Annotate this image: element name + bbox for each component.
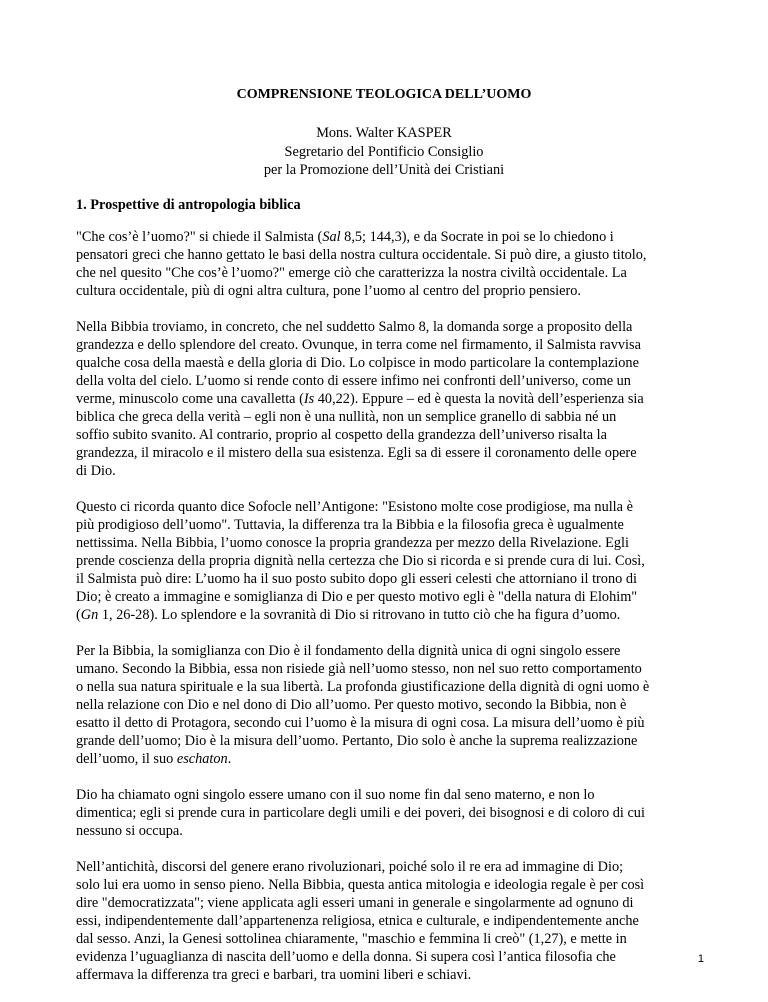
text-span: nella relazione con Dio e nel dono di Dio all’uomo. Per questo motivo, secondo la Bibbia, non è bbox=[76, 697, 627, 713]
text-line bbox=[76, 858, 706, 876]
text-span: solo lui era uomo in senso pieno. Nella Bibbia, questa antica mitologia e ideologia regale è per così bbox=[76, 877, 645, 893]
text-span: biblica che greca della verità – egli non è una nullità, non un semplice granello di sabbia né un bbox=[76, 409, 617, 425]
text-line bbox=[76, 966, 706, 984]
text-span: Dio ha chiamato ogni singolo essere umano con il suo nome fin dal seno materno, e non lo bbox=[76, 787, 595, 803]
text-span: Questo ci ricorda quanto dice Sofocle nell’Antigone: "Esistono molte cose prodigiose, ma nulla è bbox=[76, 499, 633, 515]
author-office: per la Promozione dell’Unità dei Cristiani bbox=[263, 162, 505, 178]
author-name: Mons. Walter KASPER bbox=[316, 125, 452, 141]
text-line bbox=[76, 606, 706, 624]
text-line bbox=[76, 876, 706, 894]
text-span: 40,22). Eppure – ed è questa la novità dell’esperienza sia bbox=[314, 391, 644, 407]
text-span: affermava la differenza tra greci e barbari, tra uomini liberi e schiavi. bbox=[76, 967, 472, 983]
text-span: 8,5; 144,3), e da Socrate in poi se lo chiedono i bbox=[340, 229, 614, 245]
text-line bbox=[76, 336, 706, 354]
text-span: della volta del cielo. L’uomo si rende conto di essere infimo nei confronti dell’universo, come un bbox=[76, 373, 631, 389]
text-line bbox=[76, 804, 706, 822]
text-line bbox=[76, 372, 706, 390]
text-line bbox=[76, 660, 706, 678]
text-line bbox=[76, 444, 706, 462]
text-span: dire "democratizzata"; viene applicata agli esseri umani in generale e singolarmente ad ognuno di bbox=[76, 895, 634, 911]
text-line bbox=[76, 228, 706, 246]
text-line bbox=[76, 822, 706, 840]
paragraph bbox=[76, 498, 706, 624]
text-span: Per la Bibbia, la somiglianza con Dio è il fondamento della dignità unica di ogni singolo essere bbox=[76, 643, 621, 659]
text-line bbox=[76, 318, 706, 336]
text-line bbox=[76, 696, 706, 714]
text-line bbox=[76, 246, 706, 264]
text-span: Dio; è creato a immagine e somiglianza di Dio e per questo motivo egli è "della natura di Elohim" bbox=[76, 589, 638, 605]
text-span: dimentica; egli si prende cura in particolare degli umili e dei poveri, dei bisognosi e di coloro di cui bbox=[76, 805, 645, 821]
paragraph bbox=[76, 786, 706, 840]
text-line bbox=[76, 570, 706, 588]
text-span: grandezza e dello splendore del creato. Ovunque, in terra come nel firmamento, il Salmista ravvisa bbox=[76, 337, 641, 353]
text-span: esatto il detto di Protagora, secondo cui l’uomo è la misura di ogni cosa. La misura dell’uomo è più bbox=[76, 715, 645, 731]
section-heading: 1. Prospettive di antropologia biblica bbox=[76, 197, 301, 213]
text-line bbox=[76, 534, 706, 552]
text-line bbox=[76, 282, 706, 300]
text-line bbox=[76, 516, 706, 534]
text-span: grande dell’uomo; Dio è la misura dell’uomo. Pertanto, Dio solo è anche la suprema realizzazione bbox=[76, 733, 638, 749]
text-line bbox=[76, 894, 706, 912]
text-line bbox=[76, 552, 706, 570]
text-span: evidenza l’uguaglianza di nascita dell’uomo e della donna. Si supera così l’antica filosofia che bbox=[76, 949, 616, 965]
paragraph bbox=[76, 642, 706, 768]
italic-reference: Gn bbox=[80, 607, 99, 623]
document-title: COMPRENSIONE TEOLOGICA DELL’UOMO bbox=[236, 87, 532, 102]
text-line bbox=[76, 426, 706, 444]
text-line bbox=[76, 750, 706, 768]
text-line bbox=[76, 786, 706, 804]
text-span: cultura occidentale, più di ogni altra cultura, pone l’uomo al centro del proprio pensiero. bbox=[76, 283, 581, 299]
text-span: 1, 26-28). Lo splendore e la sovranità di Dio si ritrovano in tutto ciò che ha figura d’uomo. bbox=[98, 607, 621, 623]
author-block bbox=[0, 124, 768, 180]
paragraph bbox=[76, 318, 706, 480]
text-span: di Dio. bbox=[76, 463, 116, 479]
text-line bbox=[76, 588, 706, 606]
text-line bbox=[76, 732, 706, 750]
text-span: ( bbox=[76, 607, 81, 623]
text-span: dal sesso. Anzi, la Genesi sottolinea chiaramente, "maschio e femmina li creò" (1,27), e mette in bbox=[76, 931, 627, 947]
text-span: . bbox=[227, 751, 232, 767]
text-span: nettissima. Nella Bibbia, l’uomo conosce la propria grandezza per mezzo della Rivelazione. Egli bbox=[76, 535, 630, 551]
text-span: umano. Secondo la Bibbia, essa non risiede già nell’uomo stesso, non nel suo retto comportamento bbox=[76, 661, 642, 677]
text-span: soffio subito svanito. Al contrario, proprio al cospetto della grandezza dell’universo risalta la bbox=[76, 427, 607, 443]
text-span: il Salmista può dire: L’uomo ha il suo posto subito dopo gli esseri celesti che attorniano il trono di bbox=[76, 571, 637, 587]
italic-reference: Sal bbox=[322, 229, 341, 245]
text-span: o nella sua natura spirituale e la sua libertà. La profonda giustificazione della dignità di ogni uomo è bbox=[76, 679, 650, 695]
text-span: che nel quesito "Che cos’è l’uomo?" emerge ciò che caratterizza la nostra civiltà occidentale. La bbox=[76, 265, 627, 281]
text-line bbox=[76, 948, 706, 966]
text-span: dell’uomo, il suo bbox=[76, 751, 177, 767]
text-line bbox=[76, 354, 706, 372]
text-line bbox=[76, 408, 706, 426]
italic-reference: eschaton bbox=[176, 751, 228, 767]
text-span: più prodigioso dell’uomo". Tuttavia, la differenza tra la Bibbia e la filosofia greca è ugualmente bbox=[76, 517, 624, 533]
paragraph bbox=[76, 858, 706, 984]
text-span: Nell’antichità, discorsi del genere erano rivoluzionari, poiché solo il re era ad immagine di Dio; bbox=[76, 859, 624, 875]
text-span: nessuno si occupa. bbox=[76, 823, 183, 839]
text-line bbox=[76, 912, 706, 930]
text-span: essi, indipendentemente dall’appartenenza religiosa, etnica e culturale, e indipendentemente anche bbox=[76, 913, 639, 929]
page-number: 1 bbox=[697, 953, 704, 965]
text-line bbox=[76, 462, 706, 480]
paragraph bbox=[76, 228, 706, 300]
text-line bbox=[76, 264, 706, 282]
body-text bbox=[76, 228, 706, 1002]
text-line bbox=[76, 714, 706, 732]
text-span: "Che cos’è l’uomo?" si chiede il Salmista ( bbox=[76, 229, 323, 245]
text-line bbox=[76, 390, 706, 408]
text-line bbox=[76, 678, 706, 696]
text-span: pensatori greci che hanno gettato le basi della nostra cultura occidentale. Si può dire, a giusto titolo, bbox=[76, 247, 647, 263]
author-role: Segretario del Pontificio Consiglio bbox=[284, 143, 484, 160]
text-line bbox=[76, 642, 706, 660]
text-span: verme, minuscolo come una cavalletta ( bbox=[76, 391, 304, 407]
text-span: grandezza, il miracolo e il mistero della sua esistenza. Egli sa di essere il coronamento delle opere bbox=[76, 445, 637, 461]
text-line bbox=[76, 498, 706, 516]
text-span: qualche cosa della maestà e della gloria di Dio. Lo colpisce in modo particolare la contemplazione bbox=[76, 355, 639, 371]
text-span: Nella Bibbia troviamo, in concreto, che nel suddetto Salmo 8, la domanda sorge a proposito della bbox=[76, 319, 633, 335]
text-line bbox=[76, 930, 706, 948]
text-span: prende coscienza della propria dignità nella certezza che Dio si ricorda e si prende cura di lui. Così, bbox=[76, 553, 645, 569]
italic-reference: Is bbox=[303, 391, 315, 407]
